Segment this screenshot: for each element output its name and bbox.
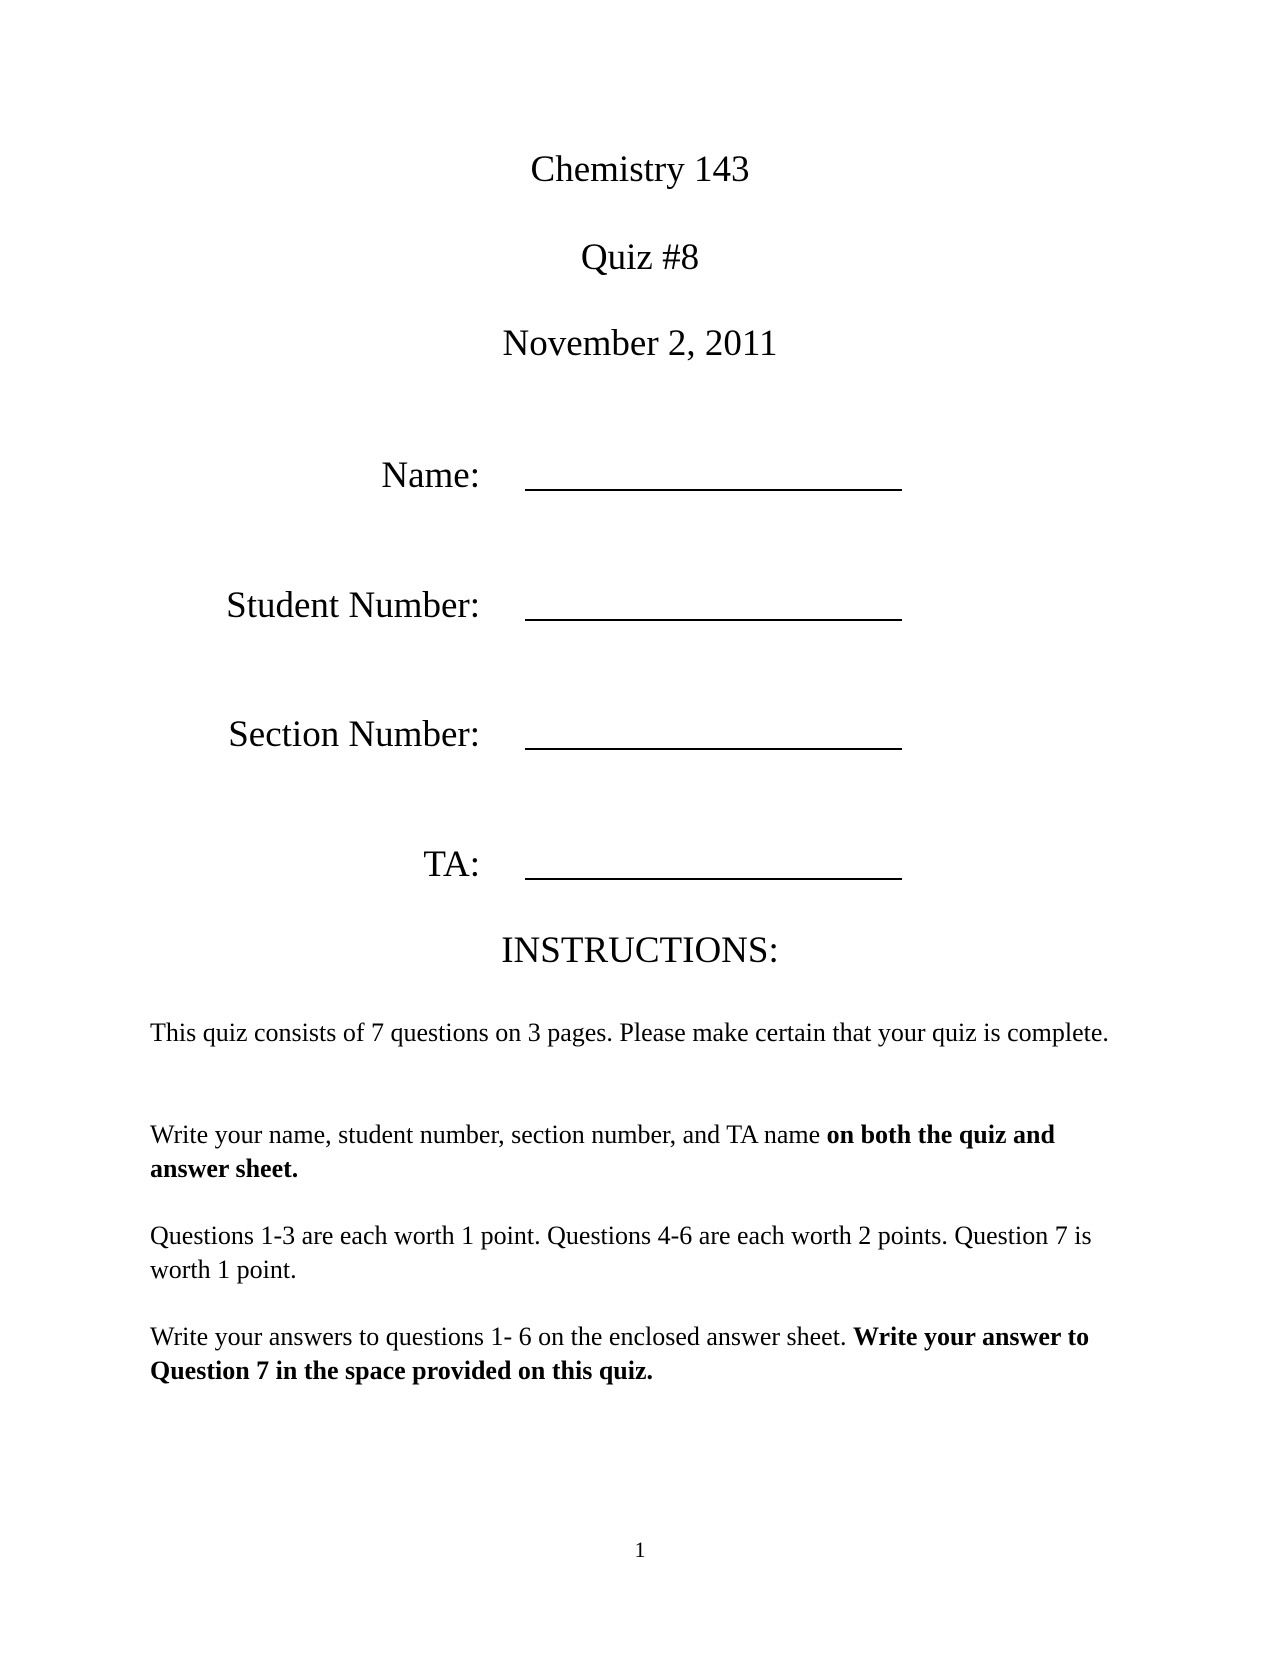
instruction-4-emphasis: Write your answer to Question 7 in the space provided on this quiz. xyxy=(150,1322,1090,1385)
quiz-title: Quiz #8 xyxy=(580,237,700,278)
name-label: Name: xyxy=(381,455,480,496)
student-number-blank-line xyxy=(525,619,902,621)
student-number-label: Student Number: xyxy=(226,585,480,626)
instruction-paragraph-4 xyxy=(150,1320,1140,1388)
instruction-4-text: Write your answers to questions 1- 6 on the enclosed answer sheet. xyxy=(150,1322,853,1351)
page-number: 1 xyxy=(634,1537,646,1562)
instruction-paragraph-3 xyxy=(150,1219,1140,1287)
quiz-date: November 2, 2011 xyxy=(502,323,778,364)
instruction-3-text: Questions 1-3 are each worth 1 point. Questions 4-6 are each worth 2 points. Question 7 is worth 1 point. xyxy=(150,1221,1092,1284)
instructions-heading: INSTRUCTIONS: xyxy=(501,930,779,971)
instruction-2-text: Write your name, student number, section number, and TA name xyxy=(150,1120,827,1149)
instruction-paragraph-1 xyxy=(150,1016,1140,1050)
ta-label: TA: xyxy=(423,844,480,885)
instruction-1-text: This quiz consists of 7 questions on 3 pages. Please make certain that your quiz is complete. xyxy=(150,1018,1109,1047)
ta-blank-line xyxy=(525,878,902,880)
course-title: Chemistry 143 xyxy=(530,149,750,190)
section-number-label: Section Number: xyxy=(228,714,480,755)
instruction-paragraph-2 xyxy=(150,1118,1140,1186)
name-blank-line xyxy=(525,489,902,491)
instruction-2-emphasis: on both the quiz and answer sheet. xyxy=(150,1120,1055,1183)
section-number-blank-line xyxy=(525,748,902,750)
